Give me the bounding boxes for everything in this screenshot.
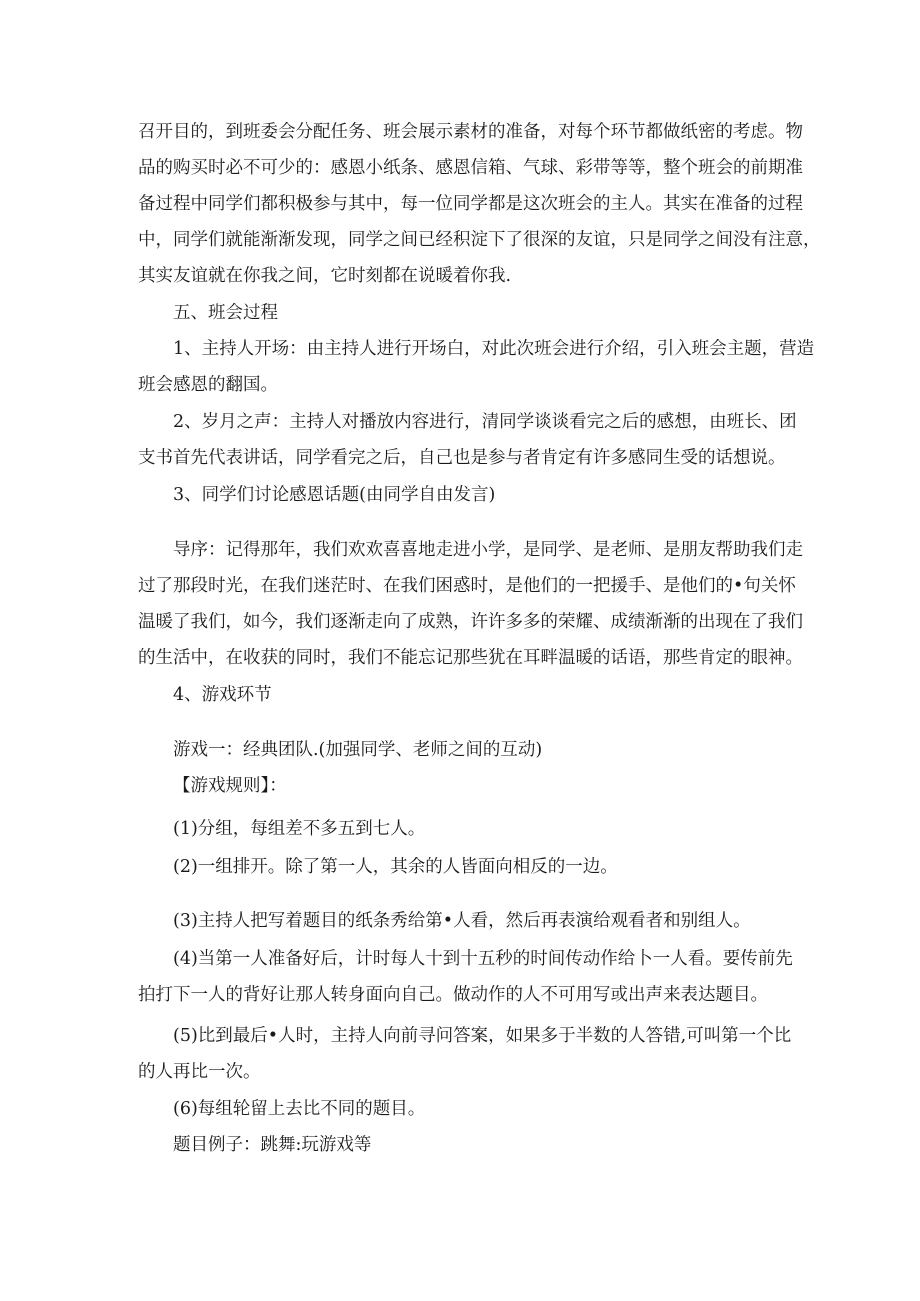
item-1-line-1: 1 、 主 持 人 开 场 ： 由 主 持 人 进 行 开 场 白 ， 对 此 次 班 会 进 行 介 绍 ， 引 入 班 会 主 题 ， 营 造 (173, 339, 815, 359)
rule-4-line-1: ( 4 ) 当 第 一 人 准 备 好 后 ， 计 时 每 人 十 到 十 五 秒 的 时 间 传 动 作 给 卜 一 人 看 。 要 传 前 先 (173, 949, 793, 969)
rules-heading: 【游戏规则】： (173, 776, 287, 796)
preface-line-4: 的 生 活 中 ， 在 收 获 的 同 时 ， 我 们 不 能 忘 记 那 些 犹 在 耳 畔 温 暖 的 话 语 ， 那 些 肯 定 的 眼 神 。 (138, 648, 803, 668)
item-3: 3、同学们讨论感恩话题(由同学自由发言) (173, 485, 496, 505)
rule-2: (2)一组排开。除了第一人，其余的人皆面向相反的一边。 (173, 857, 618, 877)
preface-line-1: 导 序 ： 记 得 那 年 ， 我 们 欢 欢 喜 喜 地 走 进 小 学 ， 是 同 学 、 是 老 师 、 是 朋 友 帮 助 我 们 走 (173, 540, 803, 560)
item-2-line-2: 支书首先代表讲话，同学看完之后，自己也是参与者肯定有许多感同生受的话想说。 (138, 448, 786, 468)
rule-5-line-1: ( 5 ) 比 到 最 后 • 人 时 ， 主 持 人 向 前 寻 问 答 案 ， 如 果 多 于 半 数 的 人 答 错 , 可 叫 第 一 个 比 (173, 1026, 792, 1046)
rule-6: (6)每组轮留上去比不同的题目。 (173, 1099, 426, 1119)
rule-3: (3)主持人把写着题目的纸条秀给第•人看，然后再表演给观看者和别组人。 (173, 911, 751, 931)
item-1-line-2: 班会感恩的翻国。 (138, 375, 278, 395)
preface-line-2: 过 了 那 段 时 光 ， 在 我 们 迷 茫 时 、 在 我 们 困 惑 时 ， 是 他 们 的 一 把 援 手 、 是 他 们 的 • 句 关 怀 (138, 576, 796, 596)
examples: 题目例子：跳舞:玩游戏等 (173, 1135, 372, 1155)
rule-1: (1)分组，每组差不多五到七人。 (173, 819, 426, 839)
item-4: 4、游戏环节 (173, 685, 272, 705)
item-2-line-1: 2 、 岁 月 之 声 ： 主 持 人 对 播 放 内 容 进 行 ， 清 同 学 谈 谈 看 完 之 后 的 感 想 ， 由 班 长 、 团 (173, 412, 797, 432)
game-1-title: 游戏一：经典团队.(加强同学、老师之间的互动) (173, 740, 543, 760)
preface-line-3: 温 暖 了 我 们 ， 如 今 ， 我 们 逐 渐 走 向 了 成 熟 ， 许 许 多 多 的 荣 耀 、 成 绩 渐 渐 的 出 现 在 了 我 们 (138, 612, 803, 632)
paragraph-1-line-2: 品 的 购 买 时 必 不 可 少 的 ： 感 恩 小 纸 条 、 感 恩 信 箱 、 气 球 、 彩 带 等 等 ， 整 个 班 会 的 前 期 准 (138, 158, 803, 178)
paragraph-1-line-4: 中 ， 同 学 们 就 能 渐 渐 发 现 ， 同 学 之 间 已 经 积 淀 下 了 很 深 的 友 谊 ， 只 是 同 学 之 间 没 有 注 意 ， (138, 230, 821, 250)
section-heading: 五、班会过程 (173, 303, 278, 323)
paragraph-1-line-5: 其实友谊就在你我之间，它时刻都在说暖着你我. (138, 266, 512, 286)
paragraph-1-line-1: 召 开 目 的 ， 到 班 委 会 分 配 任 务 、 班 会 展 示 素 材 的 准 备 ， 对 每 个 环 节 都 做 纸 密 的 考 虑 。 物 (138, 122, 803, 142)
paragraph-1-line-3: 备 过 程 中 同 学 们 都 积 极 参 与 其 中 ， 每 一 位 同 学 都 是 这 次 班 会 的 主 人 。 其 实 在 准 备 的 过 程 (138, 194, 803, 214)
rule-4-line-2: 拍打下一人的背好让那人转身面向自己。做动作的人不可用写或出声来表达题目。 (138, 985, 768, 1005)
rule-5-line-2: 的人再比一次。 (138, 1062, 261, 1082)
